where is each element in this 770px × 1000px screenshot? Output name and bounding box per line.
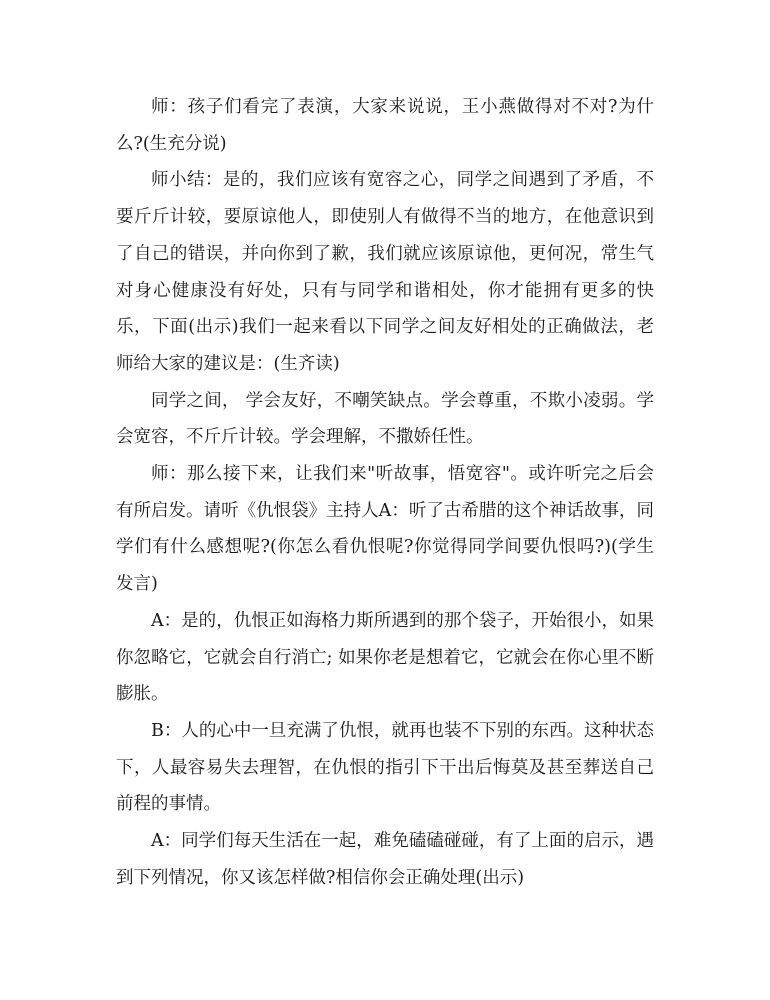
document-body (116, 89, 654, 896)
paragraph-classmate-advice: 同学之间， 学会友好，不嘲笑缺点。学会尊重，不欺小凌弱。学会宽容，不斤斤计较。学会理解，不撒娇任性。 (116, 390, 654, 448)
paragraph-story-intro: 师：那么接下来，让我们来"听故事，悟宽容"。或许听完之后会有所启发。请听《仇恨袋》主持人A：听了古希腊的这个神话故事，同学们有什么感想呢?(你怎么看仇恨呢?你觉得同学间要仇恨吗?)(学生发言) (116, 464, 654, 595)
paragraph-teacher-summary: 师小结：是的，我们应该有宽容之心，同学之间遇到了矛盾，不要斤斤计较，要原谅他人，即使别人有做得不当的地方，在他意识到了自己的错误，并向你到了歉，我们就应该原谅他，更何况，常生气对身心健康没有好处，只有与同学和谐相处，你才能拥有更多的快乐，下面(出示)我们一起来看以下同学之间友好相处的正确做法，老师给大家的建议是：(生齐读) (116, 170, 654, 374)
paragraph-host-a-hatred: A：是的，仇恨正如海格力斯所遇到的那个袋子，开始很小，如果你忽略它，它就会自行消亡; 如果你老是想着它，它就会在你心里不断膨胀。 (116, 610, 654, 705)
paragraph-host-a-scenarios: A：同学们每天生活在一起，难免磕磕碰碰，有了上面的启示，遇到下列情况，你又该怎样做?相信你会正确处理(出示) (116, 831, 654, 888)
paragraph-host-b-hatred: B：人的心中一旦充满了仇恨，就再也装不下别的东西。这种状态下，人最容易失去理智，在仇恨的指引下干出后悔莫及甚至葬送自己前程的事情。 (116, 720, 654, 815)
paragraph-teacher-question: 师：孩子们看完了表演，大家来说说，王小燕做得对不对?为什么?(生充分说) (116, 97, 654, 154)
